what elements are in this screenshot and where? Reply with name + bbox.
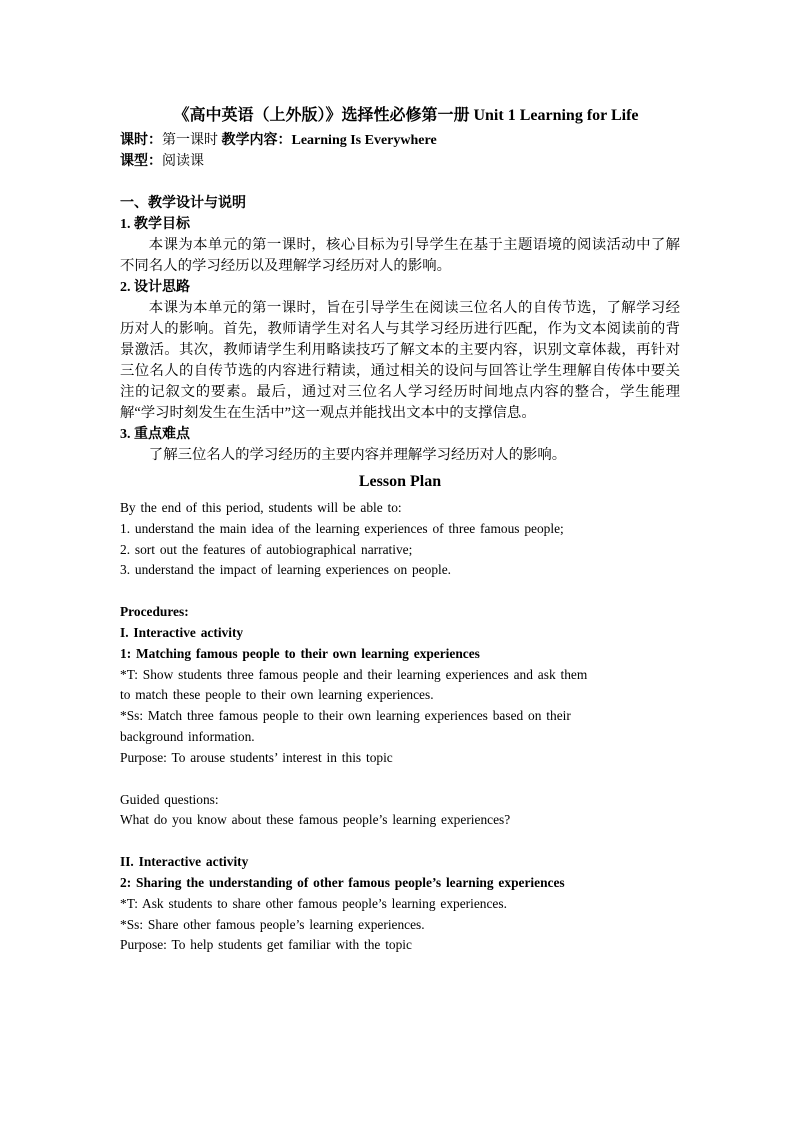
type-label: 课型： bbox=[120, 154, 162, 169]
activity-line: *Ss: Share other famous people’s learning experiences. bbox=[120, 916, 425, 932]
document-title: 《高中英语（上外版）》选择性必修第一册 Unit 1 Learning for Life bbox=[173, 107, 639, 124]
lesson-type-line bbox=[120, 151, 680, 172]
section-heading: I. Interactive activity bbox=[120, 624, 244, 640]
approach-heading: 2. 设计思路 bbox=[120, 280, 190, 295]
lesson-value: 第一课时 bbox=[162, 133, 222, 148]
guided-questions-heading: Guided questions: bbox=[120, 791, 219, 807]
activity-line: *T: Ask students to share other famous people’s learning experiences. bbox=[120, 895, 507, 911]
spacer bbox=[120, 831, 680, 852]
goal-item: 3. understand the impact of learning experiences on people. bbox=[120, 562, 452, 578]
focus-heading: 3. 重点难点 bbox=[120, 427, 190, 442]
activity-line: background information. bbox=[120, 728, 255, 744]
activity-line: *T: Show students three famous people and their learning experiences and ask them bbox=[120, 666, 588, 682]
content-label: 教学内容： bbox=[221, 133, 292, 148]
objective-text: 本课为本单元的第一课时，核心目标为引导学生在基于主题语境的阅读活动中了解不同名人的学习经历以及理解学习经历对人的影响。 bbox=[120, 237, 680, 274]
activity-line: *Ss: Match three famous people to their own learning experiences based on their bbox=[120, 708, 571, 724]
activity-heading: 2: Sharing the understanding of other famous people’s learning experiences bbox=[120, 874, 565, 890]
document-page bbox=[120, 102, 680, 956]
lesson-plan-intro: By the end of this period, students will be able to: bbox=[120, 500, 402, 515]
spacer bbox=[120, 769, 680, 790]
objective-heading: 1. 教学目标 bbox=[120, 217, 190, 232]
spacer bbox=[120, 172, 680, 193]
purpose-line: Purpose: To help students get familiar with the topic bbox=[120, 937, 412, 953]
design-heading: 一、教学设计与说明 bbox=[120, 196, 246, 211]
procedures-heading: Procedures: bbox=[120, 604, 189, 620]
approach-text: 本课为本单元的第一课时，旨在引导学生在阅读三位名人的自传节选，了解学习经历对人的影响。首先，教师请学生对名人与其学习经历进行匹配，作为文本阅读前的背景激活。其次，教师请学生利用略读技巧了解文本的主要内容，识别文章体裁，再针对三位名人的自传节选的内容进行精读，通过相关的设问与回答让学生理解自传体中要关注的记叙文的要素。最后，通过对三位名人学习经历时间地点内容的整合，学生能理解“学习时刻发生在生活中”这一观点并能找出文本中的支撑信息。 bbox=[120, 300, 680, 421]
lesson-info-line bbox=[120, 130, 680, 151]
goal-item: 2. sort out the features of autobiographical narrative; bbox=[120, 541, 413, 557]
goal-item: 1. understand the main idea of the learning experiences of three famous people; bbox=[120, 520, 564, 536]
type-value: 阅读课 bbox=[162, 154, 204, 169]
lesson-label: 课时： bbox=[120, 133, 162, 148]
guided-question: What do you know about these famous people’s learning experiences? bbox=[120, 812, 511, 828]
lesson-plan-heading: Lesson Plan bbox=[358, 473, 442, 490]
focus-text: 了解三位名人的学习经历的主要内容并理解学习经历对人的影响。 bbox=[148, 447, 567, 463]
activity-heading: 1: Matching famous people to their own learning experiences bbox=[120, 645, 480, 661]
activity-line: to match these people to their own learning experiences. bbox=[120, 687, 434, 703]
purpose-line: Purpose: To arouse students’ interest in this topic bbox=[120, 749, 393, 765]
section-heading: II. Interactive activity bbox=[120, 854, 249, 870]
content-value: Learning Is Everywhere bbox=[291, 133, 437, 148]
spacer bbox=[120, 581, 680, 602]
